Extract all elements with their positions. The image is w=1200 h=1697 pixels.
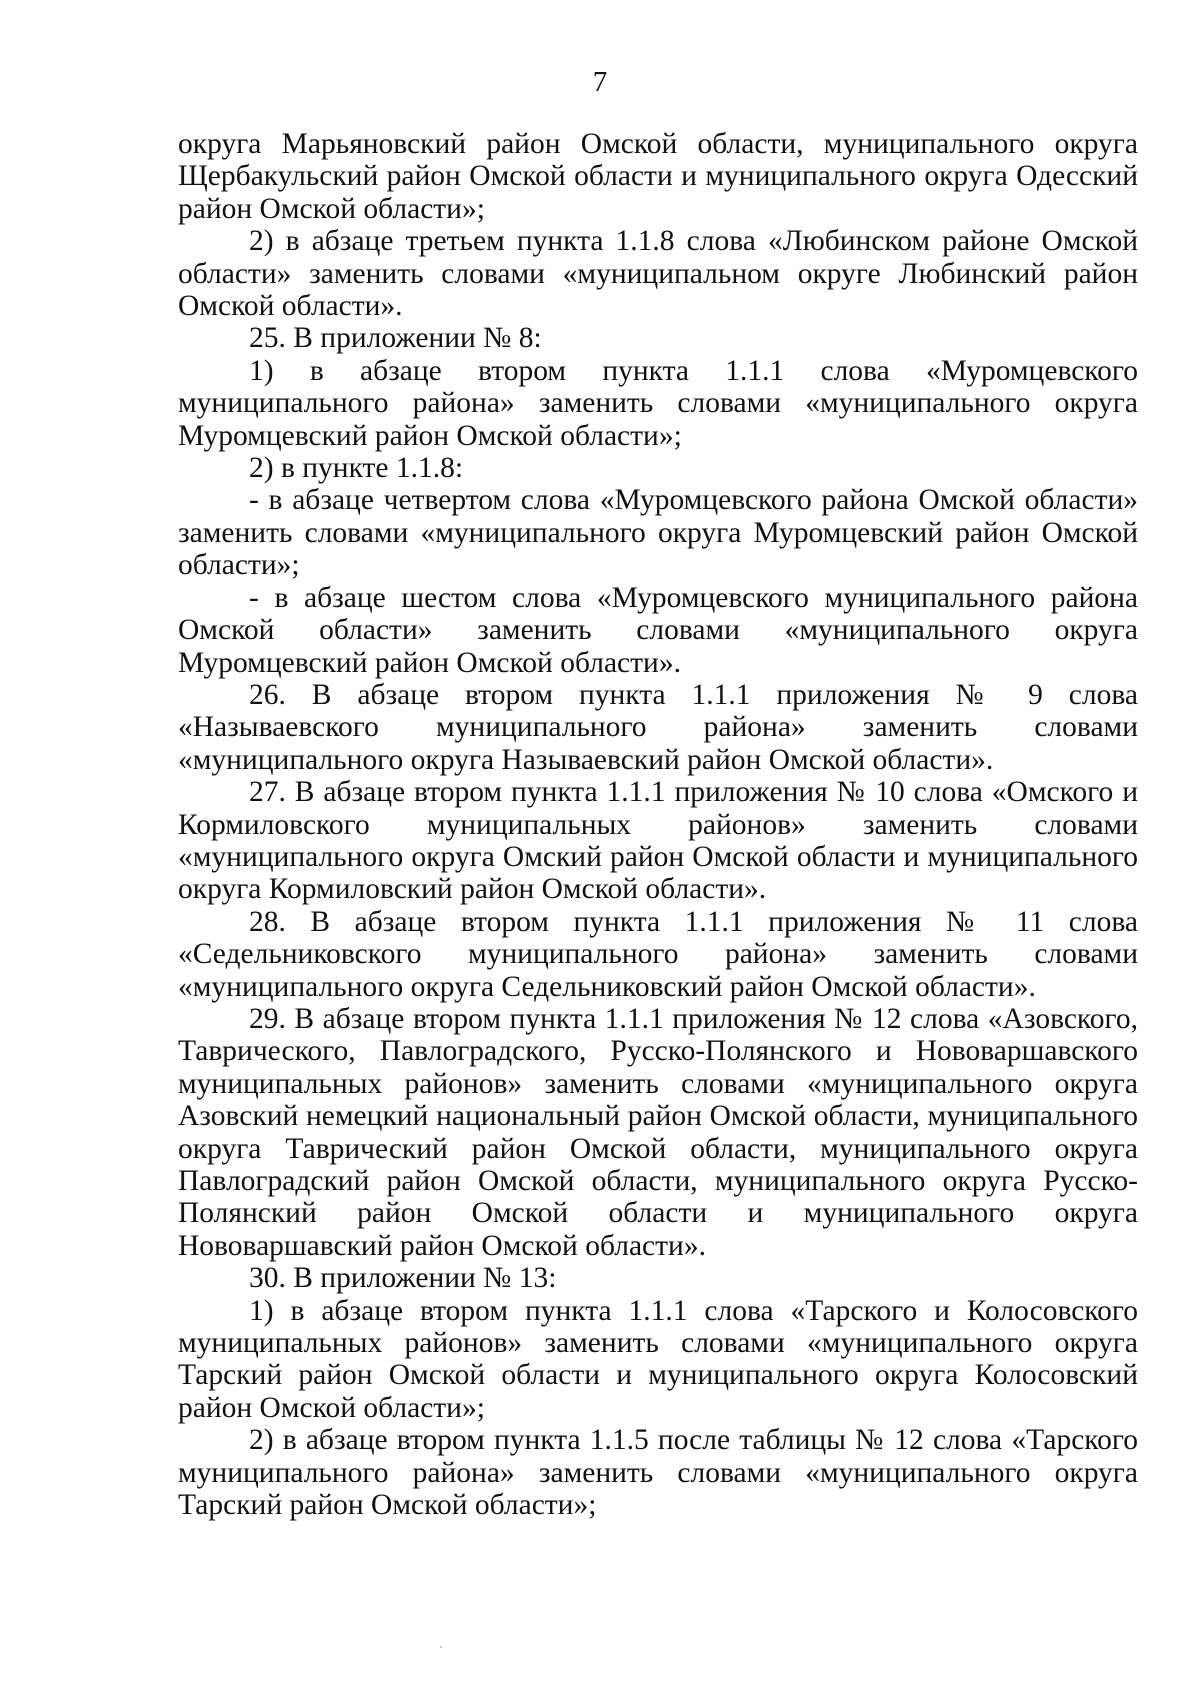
paragraph-30-item-1: 1) в абзаце втором пункта 1.1.1 слова «Тарского и Колосовского муниципальных районов» заменить словами «муниципального округа Тарский район Омской области и муниципального округа Колосовский район Омской области»;: [178, 1294, 1138, 1424]
scan-speck: [440, 1646, 442, 1648]
document-body: [178, 128, 1138, 1521]
paragraph-26: 26. В абзаце втором пункта 1.1.1 приложения № 9 слова «Называевского муниципального района» заменить словами «муниципального округа Называевский район Омской области».: [178, 678, 1138, 776]
paragraph-continuation: округа Марьяновский район Омской области, муниципального округа Щербакульский район Омской области и муниципального округа Одесский район Омской области»;: [178, 128, 1138, 225]
paragraph-24-item-2: 2) в абзаце третьем пункта 1.1.8 слова «Любинском районе Омской области» заменить словами «муниципальном округе Любинский район Омской области».: [178, 225, 1138, 323]
paragraph-25-item-2-dash-2: - в абзаце шестом слова «Муромцевского муниципального района Омской области» заменить словами «муниципального округа Муромцевский район Омской области».: [178, 581, 1138, 679]
paragraph-25-heading: 25. В приложении № 8:: [249, 322, 542, 355]
paragraph-29: 29. В абзаце втором пункта 1.1.1 приложения № 12 слова «Азовского, Таврического, Павлоградского, Русско-Полянского и Нововаршавского муниципальных районов» заменить словами «муниципального округа Азовский немецкий национальный район Омской области, муниципального округа Таврический район Омской области, муниципального округа Павлоградский район Омской области, муниципального округа Русско-Полянский район Омской области и муниципального округа Нововаршавский район Омской области».: [178, 1002, 1138, 1262]
paragraph-30-heading: 30. В приложении № 13:: [249, 1262, 557, 1295]
page-number: 7: [592, 66, 608, 98]
paragraph-27: 27. В абзаце втором пункта 1.1.1 приложения № 10 слова «Омского и Кормиловского муниципальных районов» заменить словами «муниципального округа Омский район Омской области и муниципального округа Кормиловский район Омской области».: [178, 776, 1138, 906]
paragraph-25-item-2: 2) в пункте 1.1.8:: [249, 452, 464, 485]
paragraph-30-item-2: 2) в абзаце втором пункта 1.1.5 после таблицы № 12 слова «Тарского муниципального района» заменить словами «муниципального округа Тарский район Омской области»;: [178, 1424, 1138, 1522]
paragraph-25-item-2-dash-1: - в абзаце четвертом слова «Муромцевского района Омской области» заменить словами «муниципального округа Муромцевский район Омской области»;: [178, 484, 1138, 582]
paragraph-25-item-1: 1) в абзаце втором пункта 1.1.1 слова «Муромцевского муниципального района» заменить словами «муниципального округа Муромцевский район Омской области»;: [178, 354, 1138, 452]
paragraph-28: 28. В абзаце втором пункта 1.1.1 приложения № 11 слова «Седельниковского муниципального района» заменить словами «муниципального округа Седельниковский район Омской области».: [178, 905, 1138, 1003]
